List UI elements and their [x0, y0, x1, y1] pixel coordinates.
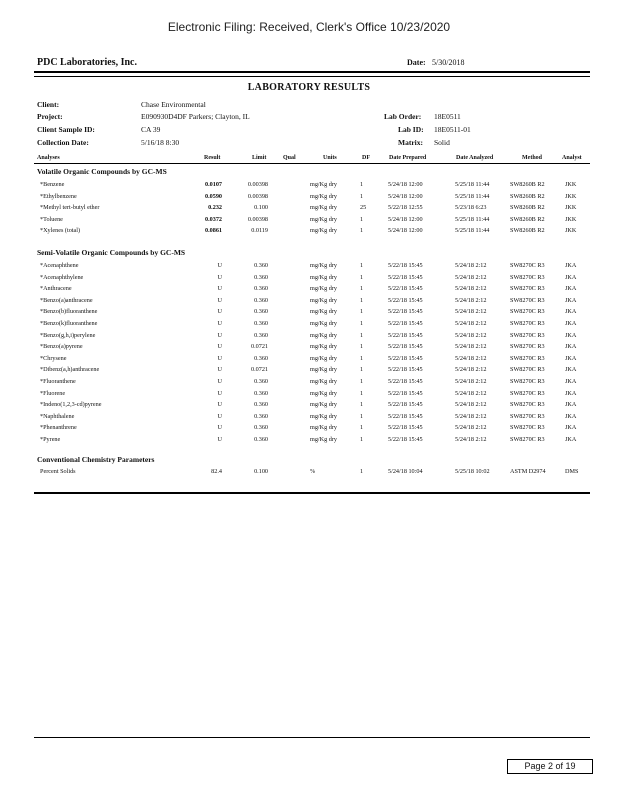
table-cell: U	[217, 389, 222, 397]
lab-order-label: Lab Order:	[384, 112, 422, 121]
table-cell: SW8270C R3	[510, 343, 545, 351]
table-cell: mg/Kg dry	[310, 215, 337, 223]
table-cell: 5/24/18 2:12	[455, 262, 487, 269]
table-cell: 1	[360, 296, 364, 304]
lab-order-value: 18E0511	[434, 112, 461, 121]
table-cell: 1	[360, 227, 364, 234]
table-cell: 5/25/18 11:44	[455, 215, 490, 223]
table-cell: U	[217, 436, 222, 443]
client-label: Client:	[37, 100, 60, 109]
table-cell: 5/24/18 12:00	[388, 181, 423, 188]
table-cell: 5/24/18 2:12	[455, 378, 487, 385]
table-cell: mg/Kg dry	[310, 308, 337, 316]
table-cell: JKA	[565, 273, 577, 281]
table-cell: *Methyl tert-butyl ether	[40, 204, 100, 211]
table-cell: SW8260B R2	[510, 192, 545, 200]
table-cell: SW8270C R3	[510, 412, 545, 420]
table-cell: 5/24/18 10:04	[388, 468, 423, 475]
table-cell: 1	[360, 436, 364, 443]
table-cell: SW8260B R2	[510, 181, 545, 188]
table-cell: 1	[360, 412, 364, 420]
lab-name: PDC Laboratories, Inc.	[37, 57, 137, 68]
table-cell: SW8270C R3	[510, 331, 545, 339]
table-cell: U	[217, 262, 222, 269]
table-cell: 5/25/18 11:44	[455, 181, 490, 188]
table-cell: JKK	[565, 204, 577, 211]
table-cell: U	[217, 378, 222, 385]
table-cell: mg/Kg dry	[310, 192, 337, 200]
table-cell: 5/23/18 6:23	[455, 204, 487, 211]
table-cell: 0.0590	[204, 192, 222, 200]
table-cell: U	[217, 424, 222, 432]
col-result: Result	[204, 155, 221, 161]
table-cell: *Anthracene	[40, 285, 72, 293]
table-cell: 5/22/18 15:45	[388, 354, 423, 362]
table-cell: 0.0861	[204, 227, 222, 234]
table-cell: JKA	[565, 262, 577, 269]
header-rule-thick	[34, 71, 590, 73]
table-cell: 0.00398	[247, 215, 268, 223]
table-header-rule	[34, 163, 590, 164]
table-cell: 5/22/18 15:45	[388, 320, 423, 327]
table-cell: JKA	[565, 389, 577, 397]
table-cell: JKA	[565, 331, 577, 339]
table-cell: 5/24/18 2:12	[455, 412, 487, 420]
table-cell: 0.360	[254, 354, 268, 362]
col-method: Method	[522, 155, 542, 161]
table-cell: mg/Kg dry	[310, 262, 337, 269]
table-cell: JKA	[565, 436, 577, 443]
results-bottom-rule	[34, 492, 590, 494]
table-cell: 0.360	[254, 308, 268, 316]
table-cell: JKA	[565, 424, 577, 432]
table-cell: mg/Kg dry	[310, 181, 337, 188]
table-cell: *Benzo(b)fluoranthene	[40, 308, 98, 316]
table-cell: U	[217, 343, 222, 351]
table-cell: *Benzo(k)fluoranthene	[40, 320, 98, 327]
section-heading: Semi-Volatile Organic Compounds by GC-MS	[37, 248, 186, 257]
table-cell: 5/24/18 2:12	[455, 424, 487, 432]
table-cell: mg/Kg dry	[310, 204, 337, 211]
table-cell: 1	[360, 343, 364, 351]
table-cell: *Ethylbenzene	[40, 192, 77, 200]
table-cell: U	[217, 273, 222, 281]
table-cell: mg/Kg dry	[310, 285, 337, 293]
table-cell: U	[217, 412, 222, 420]
table-cell: mg/Kg dry	[310, 354, 337, 362]
footer-rule	[34, 737, 590, 738]
table-cell: SW8270C R3	[510, 366, 545, 374]
table-cell: 5/22/18 15:45	[388, 296, 423, 304]
table-cell: 5/24/18 2:12	[455, 401, 487, 409]
table-cell: *Fluorene	[40, 389, 66, 397]
table-cell: JKA	[565, 401, 577, 409]
table-cell: 5/24/18 2:12	[455, 273, 487, 281]
table-cell: 0.360	[254, 424, 268, 432]
table-cell: 5/24/18 2:12	[455, 320, 487, 327]
table-cell: mg/Kg dry	[310, 412, 337, 420]
table-cell: mg/Kg dry	[310, 401, 337, 409]
table-cell: U	[217, 285, 222, 293]
client-value: Chase Environmental	[141, 100, 206, 109]
table-cell: SW8270C R3	[510, 273, 545, 281]
table-cell: 0.0107	[204, 181, 222, 188]
table-cell: U	[217, 308, 222, 316]
table-cell: SW8260B R2	[510, 215, 545, 223]
table-cell: 0.00398	[247, 181, 268, 188]
table-cell: *Benzo(a)pyrene	[40, 343, 83, 351]
table-cell: 5/24/18 2:12	[455, 389, 487, 397]
table-cell: JKA	[565, 320, 577, 327]
col-date-analyzed: Date Analyzed	[456, 155, 494, 161]
collection-date-label: Collection Date:	[37, 138, 89, 147]
col-analyst: Analyst	[562, 155, 582, 161]
collection-date-value: 5/16/18 8:30	[141, 138, 180, 147]
table-cell: 5/24/18 2:12	[455, 343, 487, 351]
table-cell: ASTM D2974	[510, 468, 546, 475]
table-cell: 5/24/18 2:12	[455, 296, 487, 304]
table-cell: 5/22/18 15:45	[388, 366, 423, 374]
table-cell: 5/24/18 2:12	[455, 285, 487, 293]
table-cell: 5/24/18 2:12	[455, 354, 487, 362]
table-cell: SW8270C R3	[510, 320, 545, 327]
project-label: Project:	[37, 112, 63, 121]
table-cell: 5/24/18 2:12	[455, 331, 487, 339]
header-rule-thin	[34, 76, 590, 77]
table-cell: 0.360	[254, 378, 268, 385]
table-cell: 25	[360, 204, 367, 211]
table-cell: 5/24/18 2:12	[455, 308, 487, 316]
table-cell: mg/Kg dry	[310, 296, 337, 304]
table-cell: JKA	[565, 412, 577, 420]
table-cell: *Benzo(g,h,i)perylene	[40, 331, 96, 339]
section-heading: Volatile Organic Compounds by GC-MS	[37, 167, 167, 176]
table-cell: U	[217, 296, 222, 304]
table-cell: JKK	[565, 192, 577, 200]
report-date-label: Date:	[407, 58, 426, 67]
table-cell: 1	[360, 331, 364, 339]
table-cell: 5/24/18 12:00	[388, 192, 423, 200]
table-cell: 0.360	[254, 262, 268, 269]
report-date-value: 5/30/2018	[432, 58, 465, 67]
section-heading: Conventional Chemistry Parameters	[37, 455, 155, 464]
table-cell: 5/22/18 15:45	[388, 412, 423, 420]
table-cell: SW8270C R3	[510, 424, 545, 432]
table-cell: 1	[360, 215, 364, 223]
table-cell: 1	[360, 320, 364, 327]
table-cell: DMS	[565, 468, 579, 475]
table-cell: mg/Kg dry	[310, 366, 337, 374]
table-cell: *Acenaphthylene	[40, 273, 84, 281]
table-cell: 1	[360, 262, 364, 269]
table-cell: *Naphthalene	[40, 412, 75, 420]
table-cell: JKA	[565, 285, 577, 293]
table-cell: 1	[360, 401, 364, 409]
table-cell: SW8270C R3	[510, 296, 545, 304]
table-cell: 1	[360, 378, 364, 385]
table-cell: JKA	[565, 354, 577, 362]
table-cell: SW8260B R2	[510, 227, 545, 234]
table-cell: SW8270C R3	[510, 354, 545, 362]
table-cell: mg/Kg dry	[310, 389, 337, 397]
table-cell: JKA	[565, 296, 577, 304]
table-cell: 5/22/18 15:45	[388, 378, 423, 385]
table-cell: SW8270C R3	[510, 401, 545, 409]
col-date-prepared: Date Prepared	[389, 155, 427, 161]
table-cell: 1	[360, 424, 364, 432]
filing-stamp: Electronic Filing: Received, Clerk's Office 10/23/2020	[167, 20, 451, 34]
table-cell: JKA	[565, 366, 577, 374]
table-cell: 5/22/18 15:45	[388, 273, 423, 281]
table-cell: 5/22/18 15:45	[388, 331, 423, 339]
table-cell: JKK	[565, 227, 577, 234]
table-cell: SW8270C R3	[510, 308, 545, 316]
table-cell: 5/22/18 15:45	[388, 389, 423, 397]
table-cell: *Xylenes (total)	[40, 227, 81, 234]
table-cell: 0.360	[254, 401, 268, 409]
table-cell: 1	[360, 273, 364, 281]
table-cell: 0.360	[254, 331, 268, 339]
page-title: LABORATORY RESULTS	[247, 82, 371, 93]
table-cell: 0.0372	[204, 215, 222, 223]
table-cell: 5/22/18 15:45	[388, 436, 423, 443]
table-cell: 0.232	[208, 204, 222, 211]
table-cell: SW8270C R3	[510, 378, 545, 385]
table-cell: 1	[360, 192, 364, 200]
table-cell: U	[217, 366, 222, 374]
table-cell: 0.360	[254, 436, 268, 443]
table-cell: JKA	[565, 378, 577, 385]
table-cell: 0.360	[254, 389, 268, 397]
page-number-box: Page 2 of 19	[507, 759, 593, 774]
table-cell: 0.360	[254, 320, 268, 327]
table-cell: U	[217, 320, 222, 327]
table-cell: 5/25/18 10:02	[455, 468, 490, 475]
col-df: DF	[362, 155, 370, 161]
table-cell: 5/24/18 12:00	[388, 227, 423, 234]
table-cell: 1	[360, 468, 364, 475]
table-cell: *Indeno(1,2,3-cd)pyrene	[40, 401, 102, 409]
table-cell: 1	[360, 354, 364, 362]
table-cell: 5/25/18 11:44	[455, 192, 490, 200]
table-cell: 5/22/18 12:55	[388, 204, 423, 211]
table-cell: 82.4	[211, 468, 222, 475]
table-cell: mg/Kg dry	[310, 424, 337, 432]
table-cell: *Phenanthrene	[40, 424, 77, 432]
table-cell: 1	[360, 285, 364, 293]
table-cell: SW8270C R3	[510, 285, 545, 293]
table-cell: 1	[360, 181, 364, 188]
table-cell: 1	[360, 366, 364, 374]
table-cell: *Benzene	[40, 181, 65, 188]
matrix-label: Matrix:	[398, 138, 423, 147]
table-cell: 0.100	[254, 468, 268, 475]
table-cell: 0.00398	[247, 192, 268, 200]
table-cell: SW8270C R3	[510, 262, 545, 269]
col-limit: Limit	[252, 155, 267, 161]
client-sample-id-label: Client Sample ID:	[37, 125, 95, 134]
table-cell: mg/Kg dry	[310, 436, 337, 443]
table-cell: U	[217, 401, 222, 409]
table-cell: 5/25/18 11:44	[455, 227, 490, 234]
table-cell: SW8270C R3	[510, 436, 545, 443]
table-cell: 5/22/18 15:45	[388, 262, 423, 269]
table-cell: SW8270C R3	[510, 389, 545, 397]
table-cell: mg/Kg dry	[310, 343, 337, 351]
table-cell: 0.0721	[250, 343, 268, 351]
table-cell: 0.360	[254, 296, 268, 304]
col-analyses: Analyses	[37, 155, 60, 161]
table-cell: U	[217, 354, 222, 362]
table-cell: 1	[360, 389, 364, 397]
table-cell: mg/Kg dry	[310, 378, 337, 385]
table-cell: mg/Kg dry	[310, 320, 337, 327]
table-cell: 5/24/18 2:12	[455, 436, 487, 443]
table-cell: 5/24/18 2:12	[455, 366, 487, 374]
table-cell: %	[310, 468, 316, 475]
table-cell: 5/22/18 15:45	[388, 343, 423, 351]
col-qual: Qual	[283, 155, 296, 161]
lab-id-value: 18E0511-01	[434, 125, 471, 134]
table-cell: JKK	[565, 215, 577, 223]
table-cell: mg/Kg dry	[310, 227, 337, 234]
table-cell: *Chrysene	[40, 354, 67, 362]
table-cell: Percent Solids	[40, 468, 76, 475]
table-cell: 0.100	[254, 204, 268, 211]
table-cell: SW8260B R2	[510, 204, 545, 211]
table-cell: U	[217, 331, 222, 339]
table-cell: mg/Kg dry	[310, 273, 337, 281]
table-cell: JKK	[565, 181, 577, 188]
table-cell: *Benzo(a)anthracene	[40, 296, 93, 304]
table-cell: 5/22/18 15:45	[388, 401, 423, 409]
col-units: Units	[323, 155, 337, 161]
table-cell: JKA	[565, 343, 577, 351]
table-cell: *Dibenz(a,h)anthracene	[40, 366, 100, 374]
matrix-value: Solid	[434, 138, 450, 147]
table-cell: 1	[360, 308, 364, 316]
table-cell: *Toluene	[40, 215, 63, 223]
table-cell: 0.0721	[250, 366, 268, 374]
client-sample-id-value: CA 39	[141, 125, 161, 134]
table-cell: 5/22/18 15:45	[388, 285, 423, 293]
table-cell: JKA	[565, 308, 577, 316]
table-cell: *Pyrene	[40, 436, 61, 443]
table-cell: 0.0119	[251, 227, 268, 234]
table-cell: *Acenaphthene	[40, 262, 79, 269]
table-cell: 0.360	[254, 273, 268, 281]
table-cell: 5/24/18 12:00	[388, 215, 423, 223]
table-cell: 5/22/18 15:45	[388, 424, 423, 432]
table-cell: 5/22/18 15:45	[388, 308, 423, 316]
table-cell: mg/Kg dry	[310, 331, 337, 339]
table-cell: 0.360	[254, 412, 268, 420]
project-value: E090930D4DF Parkers; Clayton, IL	[141, 112, 250, 121]
table-cell: 0.360	[254, 285, 268, 293]
lab-id-label: Lab ID:	[398, 125, 424, 134]
table-cell: *Fluoranthene	[40, 378, 76, 385]
